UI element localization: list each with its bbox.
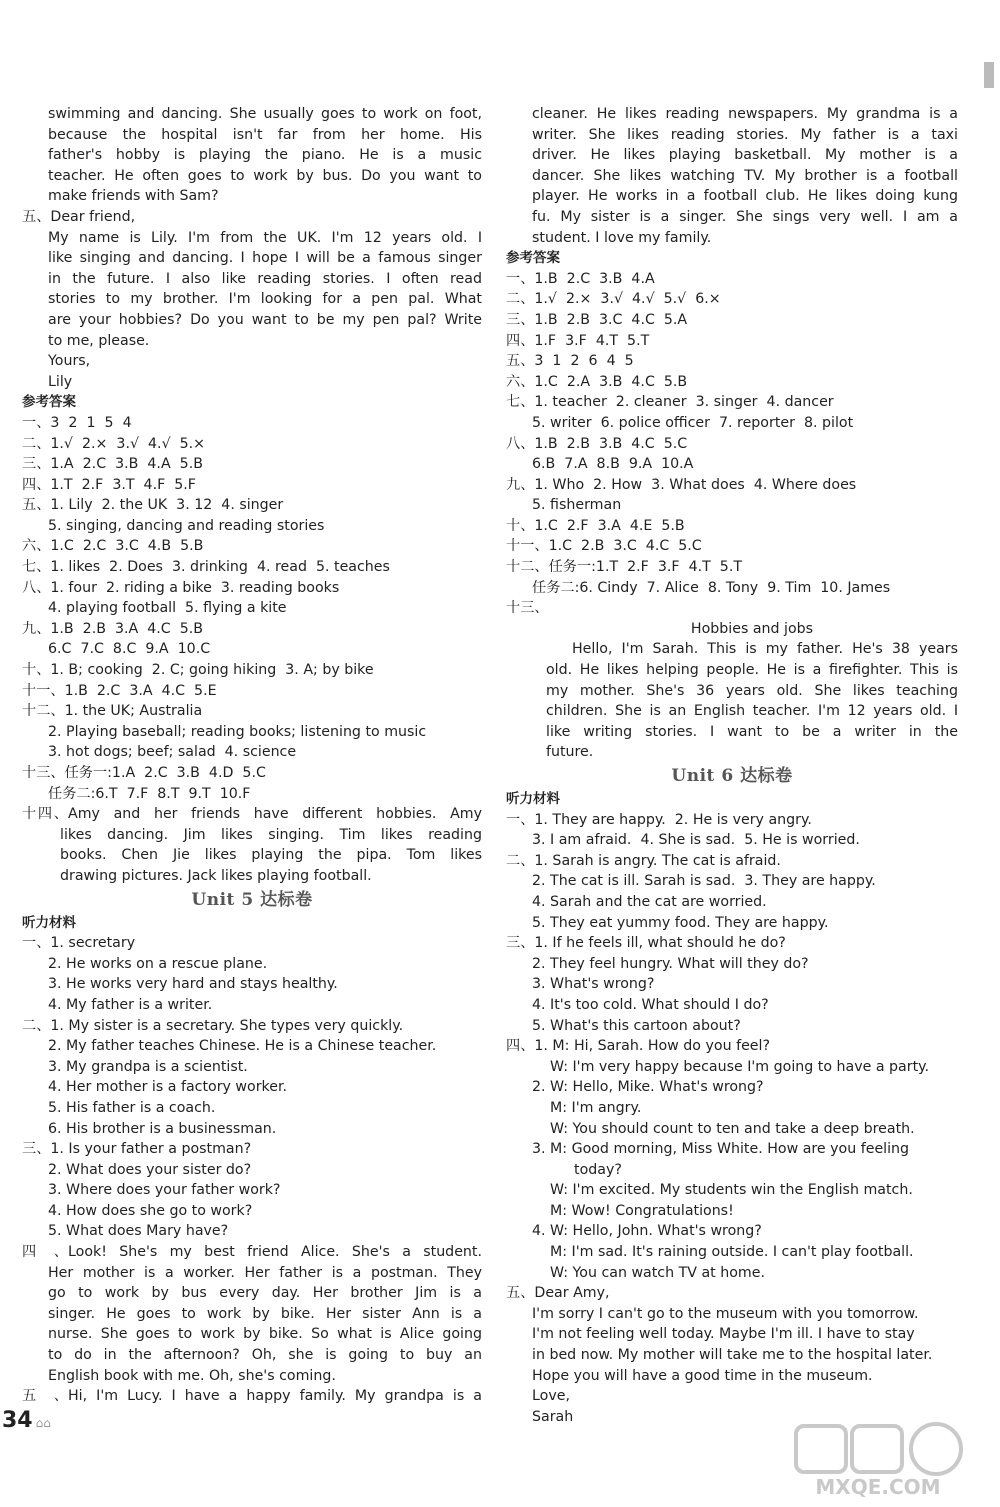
letter-greeting: Dear friend, — [50, 208, 136, 225]
answer-line-text: 1.B 2.B 3.B 4.C 5.C — [534, 435, 688, 452]
answer-line — [506, 372, 958, 393]
dialog-text: today? — [574, 1161, 622, 1178]
answer-line-text: 1. the UK; Australia — [64, 703, 203, 720]
listening-line-text: 4. How does she go to work? — [48, 1202, 253, 1219]
listening-line — [22, 1098, 482, 1119]
answer-line-text: 1. B; cooking 2. C; going hiking 3. A; by bike — [50, 662, 374, 679]
text-line: future. — [546, 744, 594, 761]
dialog-text: 3. M: Good morning, Miss White. How are you feeling — [532, 1141, 910, 1158]
section-mark: 二、 — [22, 435, 51, 452]
listening-line — [22, 1016, 482, 1037]
dialog-line — [506, 1119, 958, 1140]
text-line: teacher. He often goes to work by bus. Do you want to — [48, 167, 482, 184]
answers-title: 参考答案 — [506, 250, 560, 267]
listening-line-text: 4. My father is a writer. — [48, 996, 213, 1013]
answer-line — [506, 392, 958, 413]
listening-line-text: 3. What's wrong? — [532, 976, 655, 993]
letter-greeting-line — [22, 207, 482, 228]
text-line: in the future. I also like reading stories. I often read — [48, 270, 482, 287]
section-mark: 三、 — [22, 456, 51, 473]
listening-line — [506, 995, 958, 1016]
answer-line-text: 1. likes 2. Does 3. drinking 4. read 5. teaches — [50, 559, 390, 576]
essay-body — [506, 639, 958, 763]
answer-line — [506, 536, 958, 557]
dialog-text: M: I'm angry. — [550, 1099, 642, 1116]
section-mark: 九、 — [506, 476, 535, 493]
section-mark: 五、 — [506, 353, 535, 370]
answer-line — [22, 681, 482, 702]
answer-line-text: 1.C 2.B 3.C 4.C 5.C — [548, 538, 702, 555]
dialog-text: M: I'm sad. It's raining outside. I can't play football. — [550, 1244, 914, 1261]
answers-title: 参考答案 — [22, 394, 76, 411]
listening-line-text: 2. They feel hungry. What will they do? — [532, 955, 809, 972]
corner-decoration — [980, 60, 998, 90]
listening-line-text: 1. If he feels ill, what should he do? — [534, 935, 786, 952]
answer-line — [22, 784, 482, 805]
answer-line — [506, 495, 958, 516]
listening-line — [506, 830, 958, 851]
text-line: my mother. She's 36 years old. She likes teaching — [546, 682, 958, 699]
section-mark: 八、 — [22, 579, 51, 596]
section-mark: 一、 — [506, 811, 535, 828]
answer-line — [22, 413, 482, 434]
dialog-list — [506, 1036, 958, 1283]
answer-line — [22, 495, 482, 516]
page-number-decoration: ⌂⌂ — [35, 1416, 51, 1430]
listening-line-text: 1. Sarah is angry. The cat is afraid. — [534, 852, 781, 869]
text-line: are your hobbies? Do you want to be my pen pal? Write — [48, 311, 482, 328]
text-line: My name is Lily. I'm from the UK. I'm 12 years old. I — [48, 229, 482, 246]
listening-line-text: 1. secretary — [50, 935, 136, 952]
watermark-circle — [911, 1424, 961, 1474]
essay-title: Hobbies and jobs — [690, 620, 814, 637]
answer-line-text: 6.C 7.C 8.C 9.A 10.C — [48, 641, 211, 658]
listening-line — [22, 1036, 482, 1057]
answer-line-text: 任务二:6. Cindy 7. Alice 8. Tony 9. Tim 10. James — [532, 579, 891, 596]
section-mark: 二、 — [506, 852, 535, 869]
answers-list — [22, 413, 482, 804]
listening-title: 听力材料 — [506, 791, 560, 807]
dialog-line — [506, 1098, 958, 1119]
answer-line-text: 1.B 2.B 3.C 4.C 5.A — [534, 311, 688, 328]
text-line: Hope you will have a good time in the museum. — [532, 1367, 873, 1384]
section-mark: 十一、 — [506, 538, 549, 555]
text-line: swimming and dancing. She usually goes to work on foot, — [48, 106, 482, 122]
dialog-line — [506, 1139, 958, 1160]
dialog-line — [506, 1242, 958, 1263]
answer-line-text: 6.B 7.A 8.B 9.A 10.A — [532, 456, 694, 473]
dialog-text: 1. M: Hi, Sarah. How do you feel? — [534, 1038, 770, 1055]
watermark-url: MXQE.COM — [815, 1475, 941, 1499]
text-line: singer. He goes to work by bike. Her sister Ann is a — [48, 1305, 482, 1322]
answer-line-text: 1. teacher 2. cleaner 3. singer 4. dancer — [534, 394, 834, 411]
answer-line — [22, 619, 482, 640]
dialog-text: 4. W: Hello, John. What's wrong? — [532, 1223, 762, 1240]
listening-line — [506, 974, 958, 995]
text-line: stories to my brother. I'm looking for a pen pal. What — [48, 291, 482, 308]
text-line: father's hobby is playing the piano. He is a music — [48, 147, 482, 164]
dialog-text: W: You can watch TV at home. — [550, 1264, 765, 1281]
listening-line — [506, 871, 958, 892]
right-column — [506, 104, 958, 1427]
section-mark: 十二、 — [506, 559, 549, 576]
listening-line-text: 2. What does your sister do? — [48, 1161, 252, 1178]
dialog-text: M: Wow! Congratulations! — [550, 1202, 734, 1219]
dialog-line — [506, 1057, 958, 1078]
text-line: writer. She likes reading stories. My father is a taxi — [532, 126, 958, 143]
answer-line-text: 2. Playing baseball; reading books; listening to music — [48, 723, 427, 740]
dialog-text: W: You should count to ten and take a deep breath. — [550, 1120, 915, 1137]
listening-line — [22, 1057, 482, 1078]
listening-line-text: 4. Her mother is a factory worker. — [48, 1079, 288, 1096]
listening-line — [506, 913, 958, 934]
answer-line — [22, 763, 482, 784]
text-line: to do in the afternoon? Oh, she is going to buy an — [48, 1347, 482, 1364]
text-line: Hello, I'm Sarah. This is my father. He's 38 years — [572, 641, 958, 658]
section-mark: 十、 — [506, 517, 535, 534]
answer-line-text: 5. fisherman — [532, 497, 622, 514]
passage-first-line: Amy and her friends have different hobbies. Amy — [68, 806, 482, 823]
answer-line — [506, 557, 958, 578]
watermark-box-2 — [852, 1426, 902, 1472]
answer-line — [506, 454, 958, 475]
listening-line-text: 2. My father teaches Chinese. He is a Chinese teacher. — [48, 1038, 437, 1055]
text-line: nurse. She goes to work by bike. So what is Alice going — [48, 1326, 482, 1343]
answer-line — [506, 413, 958, 434]
answer-line-text: 1. four 2. riding a bike 3. reading books — [50, 579, 340, 596]
dialog-line — [506, 1263, 958, 1284]
answer-line-text: 1.√ 2.× 3.√ 4.√ 5.× — [50, 435, 206, 452]
page-number — [2, 1408, 51, 1433]
answer-line — [22, 639, 482, 660]
listening-line — [22, 974, 482, 995]
section-mark: 十二、 — [22, 703, 65, 720]
letter-greeting-line — [506, 1283, 958, 1304]
listening-title: 听力材料 — [22, 914, 76, 931]
answer-line — [506, 516, 958, 537]
listening-line-text: 5. They eat yummy food. They are happy. — [532, 914, 829, 931]
text-line: fu. My sister is a singer. She sings very well. I am a — [532, 208, 958, 225]
answer-line-text: 1.A 2.C 3.B 4.A 5.B — [50, 456, 203, 473]
answer-line — [506, 351, 958, 372]
dialog-line — [506, 1221, 958, 1242]
section-mark: 三、 — [506, 935, 535, 952]
dialog-line — [506, 1036, 958, 1057]
watermark-box-1 — [796, 1426, 846, 1472]
listening-line — [506, 810, 958, 831]
dialog-text: W: I'm very happy because I'm going to have a party. — [550, 1058, 930, 1075]
page-number-value: 34 — [2, 1408, 33, 1433]
unit-title: Unit 5 达标卷 — [191, 889, 313, 910]
listening-line — [22, 954, 482, 975]
answers-list — [506, 269, 958, 619]
answer-line — [506, 598, 958, 619]
dialog-text: 2. W: Hello, Mike. What's wrong? — [532, 1079, 764, 1096]
answer-line-text: 1.B 2.B 3.A 4.C 5.B — [50, 620, 203, 637]
answer-line — [22, 660, 482, 681]
answer-line — [22, 434, 482, 455]
listening-list — [22, 933, 482, 1242]
answer-line-text: 3 2 1 5 4 — [50, 414, 132, 431]
answer-line — [22, 557, 482, 578]
dialog-line — [506, 1077, 958, 1098]
text-line: to me, please. — [48, 332, 150, 349]
answer-line-text: 1.B 2.C 3.A 4.C 5.E — [64, 682, 217, 699]
answer-line-text: 3 1 2 6 4 5 — [534, 353, 634, 370]
answer-line — [506, 331, 958, 352]
section-mark: 九、 — [22, 620, 51, 637]
section-mark: 八、 — [506, 435, 535, 452]
answer-line-text: 5. writer 6. police officer 7. reporter 8. pilot — [532, 414, 854, 431]
answer-line-text: 1.C 2.F 3.A 4.E 5.B — [534, 517, 685, 534]
section-mark: 六、 — [22, 538, 51, 555]
listening-line — [22, 1119, 482, 1140]
corner-graphic — [980, 60, 998, 90]
listening-line-text: 3. I am afraid. 4. She is sad. 5. He is worried. — [532, 832, 860, 849]
text-line: dancer. She likes watching TV. My brother is a football — [532, 167, 958, 184]
text-line: go to work by bus every day. Her brother Jim is a — [48, 1285, 482, 1302]
listening-line-text: 2. He works on a rescue plane. — [48, 955, 268, 972]
answer-line — [506, 269, 958, 290]
listening-line-text: 1. My sister is a secretary. She types very quickly. — [50, 1017, 404, 1034]
section-mark: 五、 — [506, 1285, 535, 1302]
text-line — [22, 804, 482, 825]
answer-line-text: 1.B 2.C 3.B 4.A — [534, 270, 655, 287]
unit-title: Unit 6 达标卷 — [671, 766, 793, 786]
text-line: children. She is an English teacher. I'm 12 years old. I — [546, 703, 958, 720]
right-intro — [506, 104, 958, 248]
listening-line-text: 3. My grandpa is a scientist. — [48, 1058, 248, 1075]
listening-line — [22, 1160, 482, 1181]
dialog-line — [506, 1180, 958, 1201]
answer-line-text: 1.C 2.A 3.B 4.C 5.B — [534, 373, 688, 390]
corner-bar — [984, 62, 994, 88]
answer-line-text: 5. singing, dancing and reading stories — [48, 517, 325, 534]
dialog-line — [506, 1201, 958, 1222]
text-line: I'm not feeling well today. Maybe I'm ill. I have to stay — [532, 1326, 915, 1343]
listening-line — [506, 954, 958, 975]
text-line: Her mother is a worker. Her father is a postman. They — [48, 1264, 482, 1281]
watermark-graphic — [778, 1420, 978, 1500]
text-line: books. Chen Jie likes playing the pipa. Tom likes — [60, 847, 482, 864]
text-line: player. He works in a football club. He likes doing kung — [532, 188, 958, 205]
letter-closing: Yours, — [48, 353, 91, 370]
text-line: cleaner. He likes reading newspapers. My grandma is a — [532, 106, 958, 122]
section-mark: 三、 — [506, 311, 535, 328]
listening-line — [22, 1221, 482, 1242]
answer-line-text: 任务二:6.T 7.F 8.T 9.T 10.F — [48, 785, 251, 802]
letter-signature: Sarah — [532, 1408, 574, 1425]
answer-line — [22, 516, 482, 537]
passage-first-line: Look! She's my best friend Alice. She's a student. — [68, 1244, 482, 1261]
section-mark: 二、 — [506, 291, 535, 308]
listening-line-text: 1. They are happy. 2. He is very angry. — [534, 811, 812, 828]
section-mark: 四、 — [506, 332, 535, 349]
text-line: drawing pictures. Jack likes playing football. — [60, 867, 372, 884]
letter-signature: Lily — [48, 373, 73, 390]
section-mark: 十三、 — [22, 765, 65, 781]
text-line: like singing and dancing. I hope I will be a famous singer — [48, 250, 482, 267]
text-line: like writing stories. I want to be a writer in the — [546, 723, 958, 740]
text-line: make friends with Sam? — [48, 188, 219, 205]
answer-line-text: 任务一:1.T 2.F 3.F 4.T 5.T — [548, 559, 743, 576]
dialog-line — [506, 1160, 958, 1181]
listening-line — [22, 995, 482, 1016]
text-line: driver. He likes playing basketball. My mother is a — [532, 147, 958, 164]
answer-line-text: 1.C 2.C 3.C 4.B 5.B — [50, 538, 204, 555]
answer-line-text: 1.√ 2.× 3.√ 4.√ 5.√ 6.× — [534, 291, 721, 308]
answer-line-text: 4. playing football 5. flying a kite — [48, 600, 287, 617]
listening-line-text: 4. Sarah and the cat are worried. — [532, 893, 767, 910]
answer-line — [506, 310, 958, 331]
section-mark: 十一、 — [22, 682, 65, 699]
section-mark: 四、 — [506, 1038, 535, 1055]
text-line: English book with me. Oh, she's coming. — [48, 1367, 336, 1384]
listening-line-text: 1. Is your father a postman? — [50, 1141, 252, 1158]
text-line: old. He likes helping people. He is a firefighter. This is — [546, 662, 958, 679]
answer-line-text: 3. hot dogs; beef; salad 4. science — [48, 744, 297, 761]
answer-line-text: 任务一:1.A 2.C 3.B 4.D 5.C — [64, 765, 266, 781]
dialog-text: W: I'm excited. My students win the English match. — [550, 1182, 913, 1199]
answer-line-text: 1. Lily 2. the UK 3. 12 4. singer — [50, 497, 284, 514]
section-mark: 十三、 — [506, 600, 549, 617]
text-line: student. I love my family. — [532, 229, 712, 246]
section-mark: 一、 — [22, 414, 51, 431]
text-line: because the hospital isn't far from her home. His — [48, 126, 482, 143]
answer-line — [22, 454, 482, 475]
listening-line-text: 3. Where does your father work? — [48, 1182, 281, 1199]
text-line — [22, 1242, 482, 1263]
section-mark: 三、 — [22, 1141, 51, 1158]
listening-line — [506, 933, 958, 954]
answer-line — [22, 722, 482, 743]
answer-line — [506, 434, 958, 455]
listening-line-text: 3. He works very hard and stays healthy. — [48, 976, 338, 993]
section-mark: 五、 — [22, 208, 51, 225]
letter-closing: Love, — [532, 1388, 570, 1405]
listening-line — [22, 933, 482, 954]
left-column — [22, 104, 482, 1407]
text-line: likes dancing. Jim likes singing. Tim likes reading — [60, 826, 482, 843]
listening-line-text: 2. The cat is ill. Sarah is sad. 3. They are happy. — [532, 873, 876, 890]
listening-line — [22, 1077, 482, 1098]
answer-line-text: 1.T 2.F 3.T 4.F 5.F — [50, 476, 196, 493]
answer-line — [22, 475, 482, 496]
left-intro — [22, 104, 482, 207]
listening-line — [506, 1016, 958, 1037]
section-mark: 二、 — [22, 1017, 51, 1034]
listening-line — [506, 892, 958, 913]
section-mark: 七、 — [22, 559, 51, 576]
listening-line — [506, 851, 958, 872]
answer-line-text: 1. Who 2. How 3. What does 4. Where does — [534, 476, 857, 493]
section-mark: 五、 — [22, 1388, 68, 1405]
section-mark: 六、 — [506, 373, 535, 390]
answer-line — [22, 701, 482, 722]
answer-line — [506, 578, 958, 599]
listening-line-text: 4. It's too cold. What should I do? — [532, 996, 769, 1013]
answer-line — [22, 742, 482, 763]
section-mark: 十四、 — [22, 806, 68, 823]
answer-line — [506, 289, 958, 310]
letter-body — [22, 228, 482, 393]
listening-line-text: 5. What does Mary have? — [48, 1223, 229, 1240]
listening-line-text: 5. What's this cartoon about? — [532, 1017, 741, 1034]
listening-line-text: 6. His brother is a businessman. — [48, 1120, 277, 1137]
listening-line — [22, 1180, 482, 1201]
text-line — [22, 1386, 482, 1407]
answer-line — [22, 536, 482, 557]
answer-line-text: 1.F 3.F 4.T 5.T — [534, 332, 650, 349]
section-mark: 七、 — [506, 394, 535, 411]
watermark-logo — [778, 1420, 978, 1500]
section-mark: 四、 — [22, 1244, 68, 1261]
answer-line — [22, 598, 482, 619]
answer-line — [22, 578, 482, 599]
section-mark: 十、 — [22, 662, 51, 679]
section-mark: 一、 — [506, 270, 535, 287]
letter-greeting: Dear Amy, — [534, 1285, 610, 1302]
text-line: in bed now. My mother will take me to the hospital later. — [532, 1347, 933, 1364]
section-mark: 四、 — [22, 476, 51, 493]
listening-line-text: 5. His father is a coach. — [48, 1099, 216, 1116]
listening-line — [22, 1139, 482, 1160]
passage-first-line: Hi, I'm Lucy. I have a happy family. My grandpa is a — [68, 1388, 482, 1405]
section-mark: 一、 — [22, 935, 51, 952]
section-mark: 五、 — [22, 497, 51, 514]
text-line: I'm sorry I can't go to the museum with you tomorrow. — [532, 1305, 919, 1322]
listening-line — [22, 1201, 482, 1222]
listening-list — [506, 810, 958, 1037]
answer-line — [506, 475, 958, 496]
